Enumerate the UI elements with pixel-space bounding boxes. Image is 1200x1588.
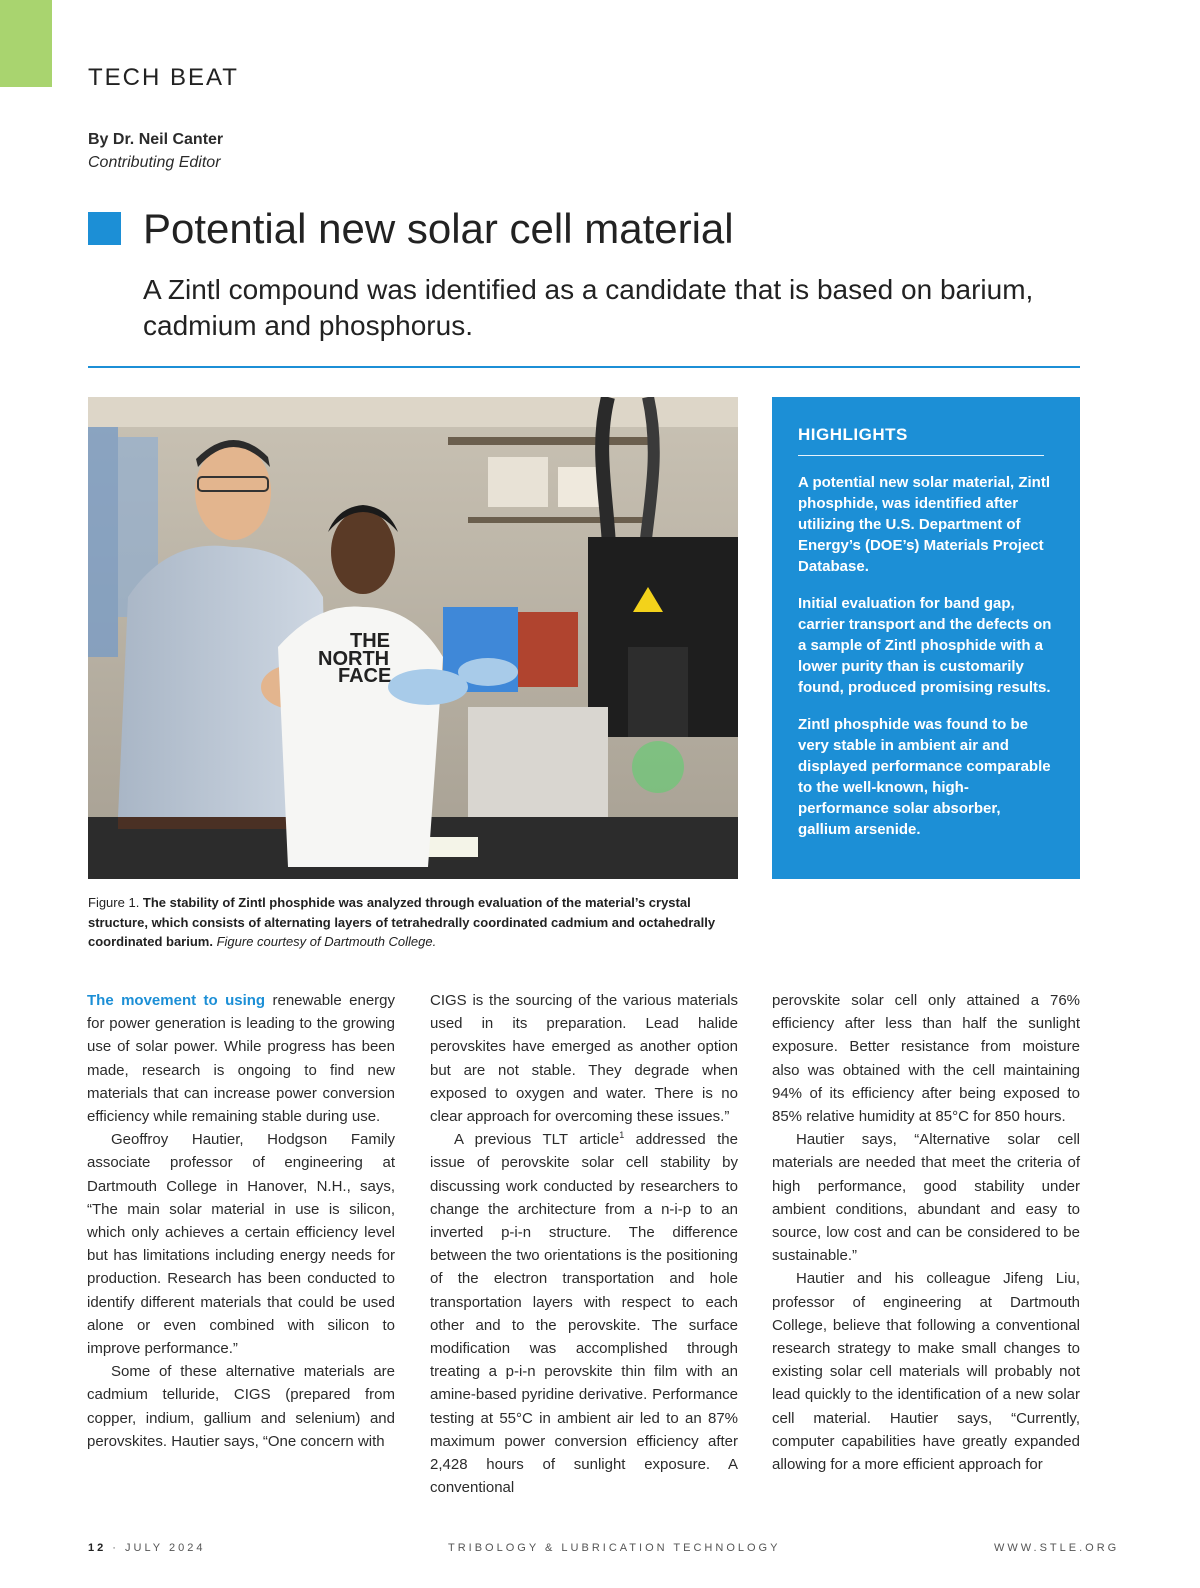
body-paragraph: Hautier says, “Alternative solar cell materials are needed that meet the criteria of high performance, good stability under ambient conditions, abundant and easy to source, low cost and can be considered to be sustainable.” — [772, 1131, 1080, 1265]
paragraph-text: renewable energy for power generation is leading to the growing use of solar power. While progress has been made, research is ongoing to find new materials that can increase power conversion efficiency while remaining stable during use. — [87, 992, 395, 1126]
highlight-item: Initial evaluation for band gap, carrier transport and the defects on a sample of Zintl phosphide with a lower purity than is customarily found, produced promising results. — [798, 595, 1052, 696]
author-name: By Dr. Neil Canter — [88, 131, 224, 148]
shirt-text-line-2: NORTH — [318, 648, 390, 670]
figure-caption-text: The stability of Zintl phosphide was analyzed through evaluation of the material’s crystal structure, which consists of alternating layers of tetrahedrally coordinated cadmium and octahedrally coordinated barium. — [88, 895, 716, 949]
body-paragraph — [87, 989, 395, 1128]
lab-photo — [88, 397, 738, 879]
highlights-box — [772, 397, 1080, 879]
body-column-2 — [430, 989, 738, 1499]
body-paragraph: Geoffroy Hautier, Hodgson Family associate professor of engineering at Dartmouth College in Hanover, N.H., says, “The main solar material in use is silicon, which only achieves a certain efficiency level but has limitations including energy needs for production. Research has been conducted to identify different materials that could be used alone or even combined with silicon to improve performance.” — [87, 1131, 395, 1358]
highlight-item: A potential new solar material, Zintl phosphide, was identified after utilizing the U.S. Department of Energy’s (DOE’s) Materials Project Database. — [798, 474, 1050, 575]
website-url: WWW.STLE.ORG — [994, 1542, 1120, 1554]
section-label: TECH BEAT — [88, 64, 239, 91]
shirt-text-line-3: FACE — [338, 665, 392, 687]
footer-page-date — [88, 1542, 205, 1554]
lead-in: The movement to using — [87, 992, 266, 1009]
highlights-title: HIGHLIGHTS — [798, 425, 1044, 456]
page-number: 12 — [88, 1542, 107, 1554]
shirt-text-line-1: THE — [350, 630, 390, 652]
issue-date: JULY 2024 — [125, 1542, 206, 1554]
body-paragraph: CIGS is the sourcing of the various materials used in its preparation. Lead halide perovskites have emerged as another option but are not stable. They degrade when exposed to oxygen and water. There is no clear approach for overcoming these issues.” — [430, 992, 738, 1126]
author-role: Contributing Editor — [88, 154, 221, 171]
body-paragraph: perovskite solar cell only attained a 76% efficiency after less than half the sunlight exposure. Better resistance from moisture also was obtained with the cell maintaining 94% of its efficiency after being exposed to 85% relative humidity at 85°C for 850 hours. — [772, 992, 1080, 1126]
lab-photo-illustration — [88, 397, 738, 879]
paragraph-text: addressed the issue of perovskite solar cell stability by discussing work conducted by researchers to change the architecture from a n-i-p to an inverted p-i-n structure. The difference between the two orientations is the positioning of the electron transportation and hole transportation layers with respect to each other and to the perovskite. The surface modification was accomplished through treating a p-i-n perovskite thin film with an amine-based pyridine derivative. Performance testing at 55°C in ambient air led to an 87% maximum power conversion efficiency after 2,428 hours of sunlight exposure. A conventional — [430, 1131, 738, 1497]
body-paragraph: Hautier and his colleague Jifeng Liu, professor of engineering at Dartmouth College, believe that following a conventional research strategy to make small changes to existing solar cell materials will probably not lead quickly to the identification of a new solar cell material. Hautier says, “Currently, computer capabilities have greatly expanded allowing for a more efficient approach for — [772, 1270, 1080, 1474]
body-column-1 — [87, 989, 395, 1453]
reference-superscript: 1 — [619, 1130, 625, 1141]
headline-divider — [88, 366, 1080, 368]
body-paragraph — [430, 1128, 738, 1499]
paragraph-text: A previous TLT article — [454, 1131, 620, 1149]
figure-caption — [88, 893, 748, 952]
body-column-3 — [772, 989, 1080, 1476]
publication-name: TRIBOLOGY & LUBRICATION TECHNOLOGY — [448, 1542, 781, 1554]
title-marker-square — [88, 212, 121, 245]
article-deck: A Zintl compound was identified as a candidate that is based on barium, cadmium and phosphorus. — [143, 274, 1034, 341]
footer-separator: · — [106, 1542, 126, 1554]
body-paragraph: Some of these alternative materials are cadmium telluride, CIGS (prepared from copper, indium, gallium and selenium) and perovskites. Hautier says, “One concern with — [87, 1363, 395, 1450]
section-color-tab — [0, 0, 52, 87]
figure-label: Figure 1. — [88, 895, 143, 910]
figure-credit: Figure courtesy of Dartmouth College. — [212, 934, 437, 949]
article-headline: Potential new solar cell material — [143, 205, 734, 252]
byline — [88, 128, 223, 174]
highlight-item: Zintl phosphide was found to be very stable in ambient air and displayed performance comparable to the well-known, high-performance solar absorber, gallium arsenide. — [798, 716, 1051, 838]
